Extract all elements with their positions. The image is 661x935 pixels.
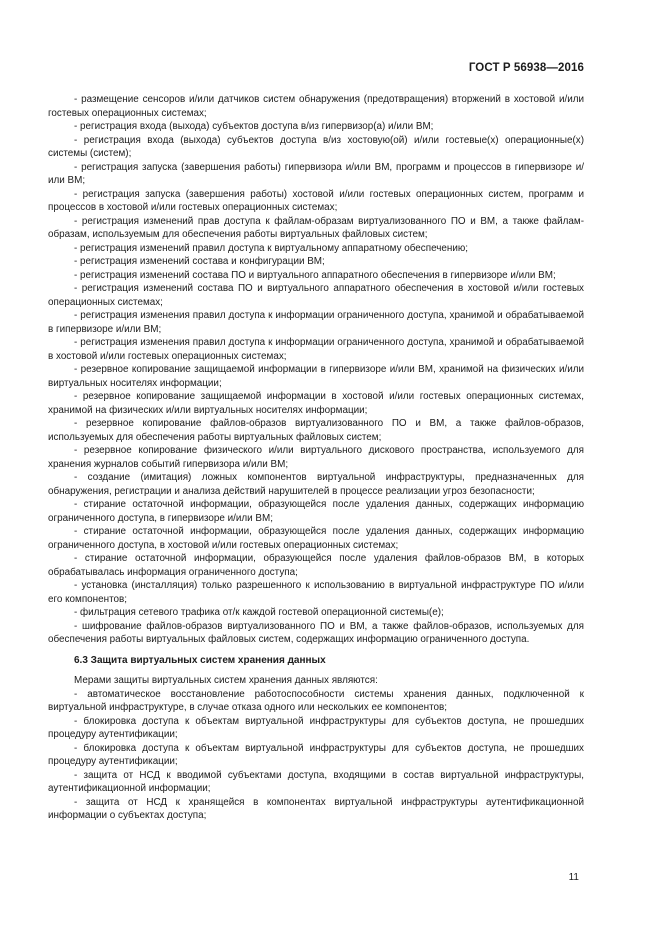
list-item: - регистрация изменения правил доступа к информации ограниченного доступа, хранимой и обрабатываемой в гипервизоре и/или ВМ; xyxy=(48,310,584,335)
list-item: - резервное копирование защищаемой информации в гипервизоре и/или ВМ, хранимой на физических и/или виртуальных носителях информации; xyxy=(48,364,584,389)
page-number: 11 xyxy=(568,872,579,883)
list-item: - резервное копирование файлов-образов виртуализованного ПО и ВМ, а также файлов-образов, используемых для обеспечения работы виртуальных файловых систем; xyxy=(48,418,584,443)
list-item: - регистрация изменения правил доступа к информации ограниченного доступа, хранимой и обрабатываемой в хостовой и/или гостевых операционных системах; xyxy=(48,337,584,362)
list-item: - защита от НСД к хранящейся в компонентах виртуальной инфраструктуры аутентификационной информации о субъектах доступа; xyxy=(48,796,584,821)
document-header: ГОСТ Р 56938—2016 xyxy=(468,62,584,74)
list-item: - установка (инсталляция) только разрешенного к использованию в виртуальной инфраструктуре ПО и/или его компонентов; xyxy=(48,580,584,605)
list-item: - регистрация входа (выхода) субъектов доступа в/из гипервизор(а) и/или ВМ; xyxy=(74,121,434,132)
list-item: - регистрация изменений состава ПО и виртуального аппаратного обеспечения в гипервизоре и/или ВМ; xyxy=(74,269,556,281)
list-item: - шифрование файлов-образов виртуализованного ПО и ВМ, а также файлов-образов, используемых для обеспечения работы виртуальных файловых систем, содержащих информацию ограниченного доступа. xyxy=(48,620,584,645)
list-item: - автоматическое восстановление работоспособности системы хранения данных, подключенной к виртуальной инфраструктуре, в случае отказа одного или нескольких ее компонентов; xyxy=(48,688,584,713)
list-item: - фильтрация сетевого трафика от/к каждой гостевой операционной системы(е); xyxy=(74,607,444,618)
list-item: - размещение сенсоров и/или датчиков систем обнаружения (предотвращения) вторжений в хостовой и/или гостевых операционных системах; xyxy=(48,94,584,119)
list-item: - блокировка доступа к объектам виртуальной инфраструктуры для субъектов доступа, не прошедших процедуру аутентификации; xyxy=(48,742,584,767)
list-item: - защита от НСД к вводимой субъектами доступа, входящими в состав виртуальной инфраструктуры, аутентификационной информации; xyxy=(48,769,584,794)
list-item: - стирание остаточной информации, образующейся после удаления данных, содержащих информацию ограниченного доступа, в хостовой и/или гостевых операционных системах; xyxy=(48,526,584,551)
section-heading: 6.3 Защита виртуальных систем хранения данных xyxy=(74,654,326,666)
list-item: - блокировка доступа к объектам виртуальной инфраструктуры для субъектов доступа, не прошедших процедуру аутентификации; xyxy=(48,715,584,740)
list-item: - резервное копирование физического и/или виртуального дискового пространства, используемого для хранения журналов событий гипервизора и/или ВМ; xyxy=(48,445,584,470)
list-after xyxy=(48,688,584,823)
list-item: - регистрация изменений состава ПО и виртуального аппаратного обеспечения в хостовой и/или гостевых операционных системах; xyxy=(48,283,584,308)
list-item: - регистрация изменений состава и конфигурации ВМ; xyxy=(74,256,325,267)
document-body xyxy=(48,93,584,823)
list-item: - регистрация запуска (завершения работы) хостовой и/или гостевых операционных систем, программ и процессов в хостовой и/или гостевых операционных системах; xyxy=(48,188,584,213)
list-item: - резервное копирование защищаемой информации в хостовой и/или гостевых операционных системах, хранимой на физических и/или виртуальных носителях информации; xyxy=(48,391,584,416)
section-intro: Мерами защиты виртуальных систем хранения данных являются: xyxy=(74,675,378,686)
list-item: - создание (имитация) ложных компонентов виртуальной инфраструктуры, предназначенных для обнаружения, регистрации и анализа действий нарушителей в процессе реализации угроз безопасности; xyxy=(48,472,584,497)
list-item: - стирание остаточной информации, образующейся после удаления файлов-образов ВМ, в которых обрабатывалась информация ограниченного доступа; xyxy=(48,553,584,578)
list-item: - регистрация входа (выхода) субъектов доступа в/из хостовую(ой) и/или гостевые(х) операционные(х) системы (систем); xyxy=(48,134,584,159)
list-item: - регистрация изменений правил доступа к виртуальному аппаратному обеспечению; xyxy=(74,242,469,254)
list-item: - стирание остаточной информации, образующейся после удаления данных, содержащих информацию ограниченного доступа, в гипервизоре и/или ВМ; xyxy=(48,499,584,524)
list-item: - регистрация изменений прав доступа к файлам-образам виртуализованного ПО и ВМ, а также файлам-образам, используемым для обеспечения работы виртуальных файловых систем; xyxy=(48,215,584,240)
list-before xyxy=(48,93,584,647)
list-item: - регистрация запуска (завершения работы) гипервизора и/или ВМ, программ и процессов в гипервизоре и/или ВМ; xyxy=(48,161,584,186)
